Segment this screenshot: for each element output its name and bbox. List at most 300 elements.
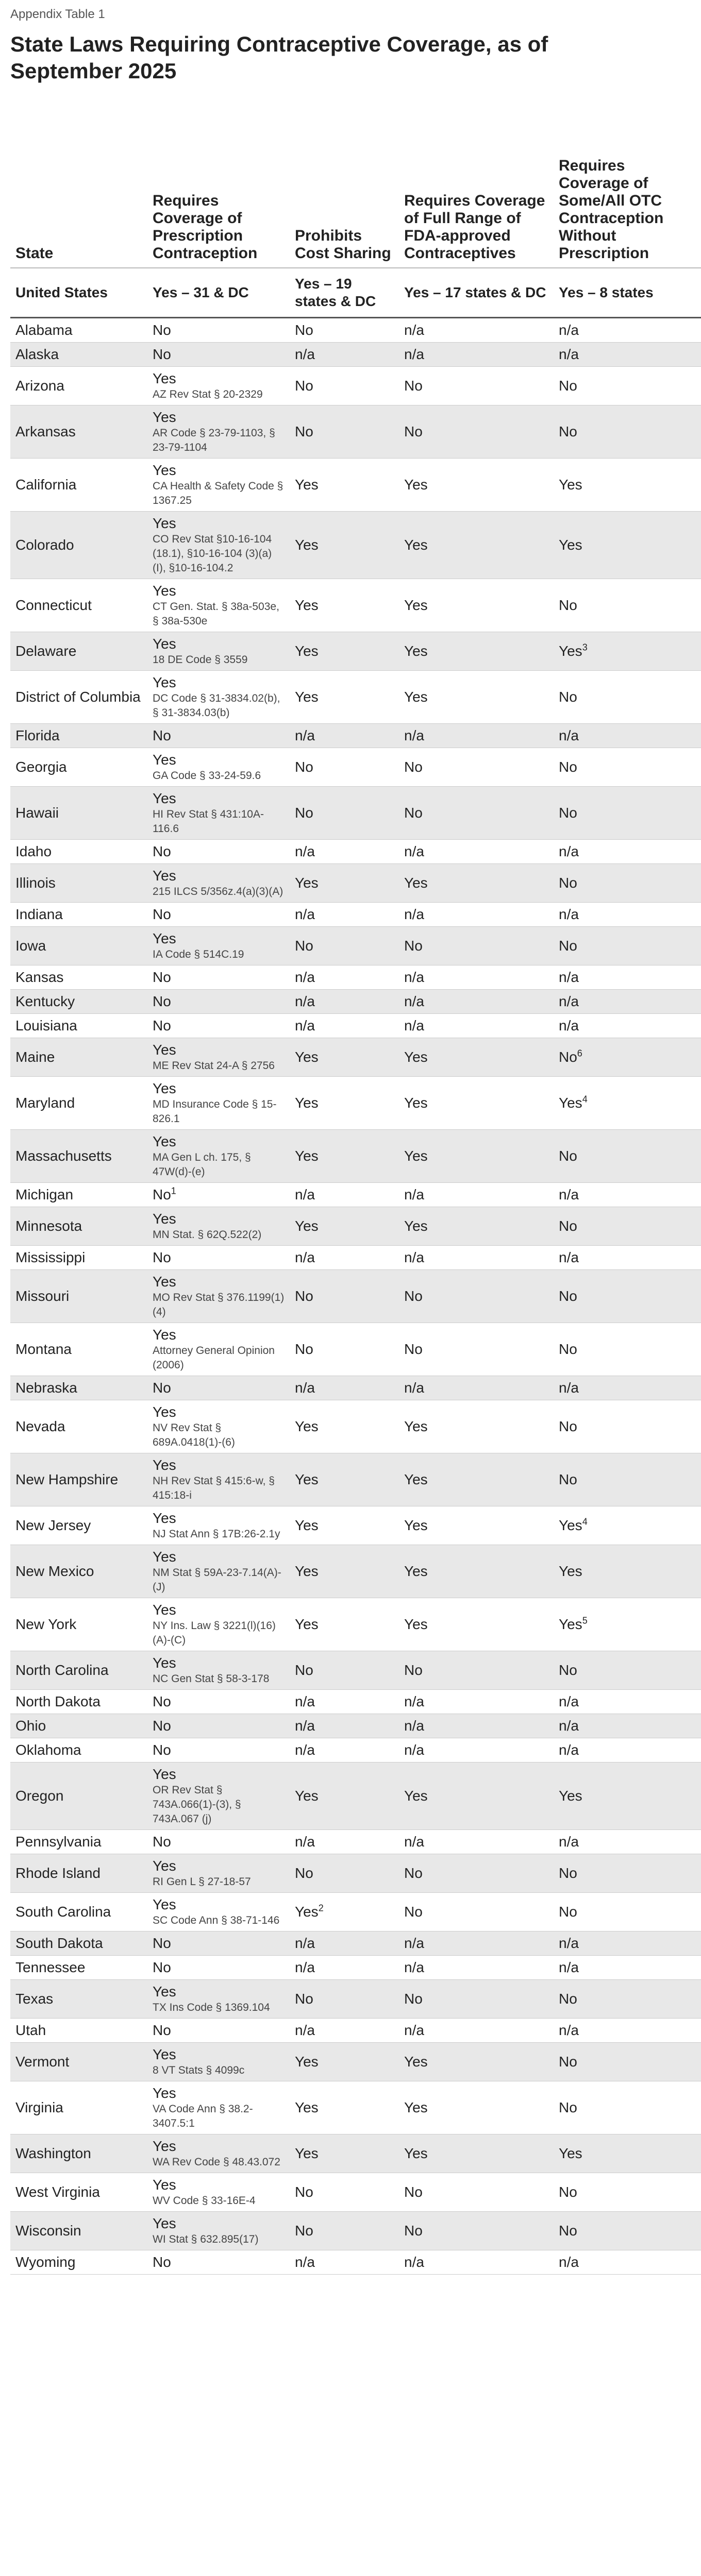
otc-cell: No [554, 926, 701, 965]
otc-cell: No$^6$ [554, 1038, 701, 1076]
otc-cell: No [554, 1651, 701, 1689]
column-header-full-range: Requires Coverage of Full Range of FDA-approved Contraceptives [399, 107, 554, 268]
table-row [10, 748, 701, 786]
state-name: Utah [10, 2018, 147, 2042]
cost-sharing-cell: Yes [290, 1453, 399, 1506]
requires-coverage-cell: Yes NM Stat § 59A-23-7.14(A)-(J) [147, 1545, 290, 1598]
cost-sharing-cell: Yes [290, 1207, 399, 1245]
statute-citation: MO Rev Stat § 376.1199(1)(4) [153, 1291, 285, 1318]
state-name: Ohio [10, 1714, 147, 1738]
cost-sharing-cell: No [290, 366, 399, 405]
full-range-cell: n/a [399, 1738, 554, 1762]
table-row [10, 902, 701, 926]
cost-sharing-cell: n/a [290, 1931, 399, 1955]
otc-cell: n/a [554, 1182, 701, 1207]
cost-sharing-cell: n/a [290, 1013, 399, 1038]
table-row [10, 1076, 701, 1129]
column-header-otc: Requires Coverage of Some/All OTC Contraception Without Prescription [554, 107, 701, 268]
full-range-cell: Yes [399, 579, 554, 632]
requires-coverage-cell: No [147, 1376, 290, 1400]
state-name: Kentucky [10, 989, 147, 1013]
state-name: Hawaii [10, 786, 147, 839]
full-range-cell: Yes [399, 1762, 554, 1829]
full-range-cell: n/a [399, 342, 554, 366]
otc-cell: No [554, 670, 701, 723]
state-name: South Carolina [10, 1892, 147, 1931]
otc-cell: n/a [554, 342, 701, 366]
state-name: Oregon [10, 1762, 147, 1829]
otc-cell: No [554, 1854, 701, 1892]
statute-citation: NC Gen Stat § 58-3-178 [153, 1672, 270, 1685]
cost-sharing-cell: Yes [290, 458, 399, 511]
statute-citation: WI Stat § 632.895(17) [153, 2233, 259, 2245]
requires-coverage-cell: Yes Attorney General Opinion (2006) [147, 1323, 290, 1376]
table-row [10, 989, 701, 1013]
state-name: North Carolina [10, 1651, 147, 1689]
requires-coverage-cell: No [147, 1738, 290, 1762]
header-row [10, 107, 701, 268]
cost-sharing-cell: No [290, 317, 399, 342]
state-name: Vermont [10, 2042, 147, 2081]
requires-coverage-cell: No [147, 1689, 290, 1714]
full-range-cell: Yes [399, 511, 554, 579]
table-row [10, 1269, 701, 1323]
state-name: Minnesota [10, 1207, 147, 1245]
otc-cell: n/a [554, 723, 701, 748]
table-row [10, 2134, 701, 2173]
requires-coverage-cell: Yes CA Health & Safety Code § 1367.25 [147, 458, 290, 511]
state-name: Nevada [10, 1400, 147, 1453]
otc-cell: n/a [554, 317, 701, 342]
otc-cell: n/a [554, 2018, 701, 2042]
full-range-cell: n/a [399, 723, 554, 748]
table-row [10, 2211, 701, 2250]
full-range-cell: No [399, 405, 554, 458]
state-name: Idaho [10, 839, 147, 863]
requires-coverage-cell: Yes MA Gen L ch. 175, § 47W(d)-(e) [147, 1129, 290, 1182]
full-range-cell: Yes [399, 1400, 554, 1453]
full-range-cell: No [399, 1979, 554, 2018]
otc-cell: n/a [554, 1376, 701, 1400]
otc-cell: n/a [554, 1955, 701, 1979]
requires-coverage-cell: Yes NY Ins. Law § 3221(l)(16)(A)-(C) [147, 1598, 290, 1651]
requires-coverage-cell: No [147, 317, 290, 342]
otc-cell: n/a [554, 989, 701, 1013]
otc-cell: n/a [554, 1714, 701, 1738]
table-body [10, 268, 701, 2274]
contraceptive-coverage-table [10, 107, 701, 2275]
statute-citation: MA Gen L ch. 175, § 47W(d)-(e) [153, 1151, 251, 1178]
column-header-state: State [10, 107, 147, 268]
statute-citation: NM Stat § 59A-23-7.14(A)-(J) [153, 1566, 281, 1593]
otc-cell: No [554, 1453, 701, 1506]
state-name: Wisconsin [10, 2211, 147, 2250]
state-name: Arizona [10, 366, 147, 405]
otc-cell: No [554, 1892, 701, 1931]
full-range-cell: n/a [399, 317, 554, 342]
full-range-cell: Yes [399, 1453, 554, 1506]
requires-coverage-cell: No [147, 902, 290, 926]
table-row [10, 863, 701, 902]
requires-coverage-cell: Yes 18 DE Code § 3559 [147, 632, 290, 670]
cost-sharing-cell: n/a [290, 839, 399, 863]
requires-coverage-cell: No [147, 2018, 290, 2042]
statute-citation: NJ Stat Ann § 17B:26-2.1y [153, 1528, 280, 1540]
requires-coverage-cell: No [147, 2250, 290, 2274]
table-row [10, 786, 701, 839]
state-name: North Dakota [10, 1689, 147, 1714]
otc-cell: n/a [554, 1931, 701, 1955]
cost-sharing-cell: Yes [290, 1598, 399, 1651]
full-range-cell: n/a [399, 839, 554, 863]
requires-coverage-cell: Yes MO Rev Stat § 376.1199(1)(4) [147, 1269, 290, 1323]
statute-citation: OR Rev Stat § 743A.066(1)-(3), § 743A.067 (j) [153, 1784, 241, 1825]
table-row [10, 1854, 701, 1892]
cost-sharing-cell: Yes [290, 863, 399, 902]
statute-citation: TX Ins Code § 1369.104 [153, 2001, 270, 2013]
otc-cell: No [554, 863, 701, 902]
table-row [10, 2018, 701, 2042]
requires-coverage-cell: Yes OR Rev Stat § 743A.066(1)-(3), § 743A.067 (j) [147, 1762, 290, 1829]
table-row [10, 1013, 701, 1038]
otc-cell: No [554, 1207, 701, 1245]
state-name: Oklahoma [10, 1738, 147, 1762]
otc-cell: Yes [554, 2134, 701, 2173]
requires-coverage-cell: Yes WV Code § 33-16E-4 [147, 2173, 290, 2211]
full-range-cell: n/a [399, 1955, 554, 1979]
requires-coverage-cell: No [147, 1955, 290, 1979]
state-name: California [10, 458, 147, 511]
statute-citation: 8 VT Stats § 4099c [153, 2064, 245, 2076]
table-row [10, 839, 701, 863]
requires-coverage-cell: Yes HI Rev Stat § 431:10A-116.6 [147, 786, 290, 839]
otc-cell: Yes [554, 1762, 701, 1829]
appendix-label: Appendix Table 1 [10, 7, 105, 21]
statute-citation: RI Gen L § 27-18-57 [153, 1875, 251, 1888]
cost-sharing-cell: n/a [290, 2018, 399, 2042]
requires-coverage-cell: Yes VA Code Ann § 38.2-3407.5:1 [147, 2081, 290, 2134]
state-name: Virginia [10, 2081, 147, 2134]
cost-sharing-cell: n/a [290, 965, 399, 989]
state-name: Arkansas [10, 405, 147, 458]
cost-sharing-cell: No [290, 1323, 399, 1376]
otc-cell: No [554, 579, 701, 632]
table-row [10, 366, 701, 405]
otc-cell: n/a [554, 2250, 701, 2274]
full-range-cell: n/a [399, 1376, 554, 1400]
requires-coverage-cell: No [147, 1714, 290, 1738]
state-name: Florida [10, 723, 147, 748]
state-name: Connecticut [10, 579, 147, 632]
requires-coverage-cell: Yes 215 ILCS 5/356z.4(a)(3)(A) [147, 863, 290, 902]
statute-citation: MD Insurance Code § 15-826.1 [153, 1098, 277, 1125]
statute-citation: CA Health & Safety Code § 1367.25 [153, 480, 283, 506]
full-range-cell: n/a [399, 1182, 554, 1207]
state-name: Michigan [10, 1182, 147, 1207]
state-name: Iowa [10, 926, 147, 965]
state-name: New Jersey [10, 1506, 147, 1545]
state-name: Maine [10, 1038, 147, 1076]
full-range-cell: Yes [399, 1207, 554, 1245]
full-range-cell: n/a [399, 1931, 554, 1955]
table-row [10, 1829, 701, 1854]
cost-sharing-cell: n/a [290, 1245, 399, 1269]
otc-cell: Yes$^3$ [554, 632, 701, 670]
otc-cell: Yes [554, 1545, 701, 1598]
full-range-cell: No [399, 2211, 554, 2250]
cost-sharing-cell: n/a [290, 1829, 399, 1854]
cost-sharing-cell: n/a [290, 1738, 399, 1762]
footnote-marker: 4 [582, 1516, 588, 1527]
cost-sharing-cell: n/a [290, 1182, 399, 1207]
full-range-cell: n/a [399, 989, 554, 1013]
full-range-cell: Yes [399, 1545, 554, 1598]
cost-sharing-cell: n/a [290, 723, 399, 748]
otc-cell: Yes [554, 511, 701, 579]
otc-cell: No [554, 2211, 701, 2250]
summary-row [10, 268, 701, 317]
otc-cell: n/a [554, 1738, 701, 1762]
requires-coverage-cell: No [147, 342, 290, 366]
otc-cell: No [554, 1269, 701, 1323]
cost-sharing-cell: No [290, 405, 399, 458]
full-range-cell: No [399, 1323, 554, 1376]
full-range-cell: No [399, 366, 554, 405]
table-row [10, 2081, 701, 2134]
requires-coverage-cell: No [147, 839, 290, 863]
table-row [10, 926, 701, 965]
cost-sharing-cell: No [290, 1979, 399, 2018]
footnote-marker: 6 [577, 1048, 582, 1059]
statute-citation: WA Rev Code § 48.43.072 [153, 2156, 280, 2168]
table-row [10, 1955, 701, 1979]
requires-coverage-cell: Yes SC Code Ann § 38-71-146 [147, 1892, 290, 1931]
cost-sharing-cell: n/a [290, 1689, 399, 1714]
state-name: Delaware [10, 632, 147, 670]
table-row [10, 1979, 701, 2018]
table-row [10, 632, 701, 670]
table-row [10, 1506, 701, 1545]
statute-citation: HI Rev Stat § 431:10A-116.6 [153, 808, 264, 835]
statute-citation: NV Rev Stat § 689A.0418(1)-(6) [153, 1421, 235, 1448]
state-name: New York [10, 1598, 147, 1651]
table-row [10, 1376, 701, 1400]
otc-cell: n/a [554, 1245, 701, 1269]
table-container [10, 107, 664, 2275]
full-range-cell: Yes [399, 1598, 554, 1651]
otc-cell: Yes [554, 458, 701, 511]
state-name: Kansas [10, 965, 147, 989]
cost-sharing-cell: No [290, 786, 399, 839]
table-row [10, 579, 701, 632]
full-range-cell: Yes [399, 1506, 554, 1545]
cost-sharing-cell: n/a [290, 1714, 399, 1738]
full-range-cell: No [399, 786, 554, 839]
footnote-marker: 5 [582, 1615, 588, 1626]
otc-cell: n/a [554, 902, 701, 926]
table-row [10, 317, 701, 342]
full-range-cell: Yes [399, 2134, 554, 2173]
full-range-cell: No [399, 1651, 554, 1689]
cost-sharing-cell: No [290, 748, 399, 786]
otc-cell: n/a [554, 1689, 701, 1714]
requires-coverage-cell: No [147, 1931, 290, 1955]
cost-sharing-cell: Yes [290, 1076, 399, 1129]
requires-coverage-cell: Yes DC Code § 31-3834.02(b), § 31-3834.03(b) [147, 670, 290, 723]
full-range-cell: No [399, 748, 554, 786]
otc-cell: No [554, 2081, 701, 2134]
state-name: Alabama [10, 317, 147, 342]
table-row [10, 1689, 701, 1714]
full-range-cell: Yes [399, 1129, 554, 1182]
full-range-cell: n/a [399, 902, 554, 926]
full-range-cell: No [399, 1269, 554, 1323]
table-row [10, 1714, 701, 1738]
full-range-cell: Yes [399, 2081, 554, 2134]
summary-otc: Yes – 8 states [554, 268, 701, 317]
full-range-cell: Yes [399, 632, 554, 670]
state-name: Texas [10, 1979, 147, 2018]
statute-citation: NY Ins. Law § 3221(l)(16)(A)-(C) [153, 1619, 276, 1646]
requires-coverage-cell: No [147, 723, 290, 748]
state-name: West Virginia [10, 2173, 147, 2211]
cost-sharing-cell: Yes [290, 579, 399, 632]
state-name: Colorado [10, 511, 147, 579]
state-name: Maryland [10, 1076, 147, 1129]
full-range-cell: Yes [399, 1076, 554, 1129]
requires-coverage-cell: Yes CT Gen. Stat. § 38a-503e, § 38a-530e [147, 579, 290, 632]
cost-sharing-cell: n/a [290, 1376, 399, 1400]
cost-sharing-cell: No [290, 926, 399, 965]
state-name: Louisiana [10, 1013, 147, 1038]
footnote-marker: 3 [582, 642, 588, 653]
statute-citation: SC Code Ann § 38-71-146 [153, 1914, 280, 1926]
table-row [10, 723, 701, 748]
full-range-cell: n/a [399, 1714, 554, 1738]
cost-sharing-cell: No [290, 2173, 399, 2211]
table-row [10, 405, 701, 458]
state-name: Montana [10, 1323, 147, 1376]
otc-cell: No [554, 2042, 701, 2081]
statute-citation: MN Stat. § 62Q.522(2) [153, 1228, 262, 1241]
requires-coverage-cell: Yes RI Gen L § 27-18-57 [147, 1854, 290, 1892]
requires-coverage-cell: Yes MN Stat. § 62Q.522(2) [147, 1207, 290, 1245]
summary-cost-sharing: Yes – 19 states & DC [290, 268, 399, 317]
cost-sharing-cell: Yes [290, 1400, 399, 1453]
otc-cell: n/a [554, 839, 701, 863]
table-row [10, 511, 701, 579]
table-row [10, 965, 701, 989]
otc-cell: No [554, 1979, 701, 2018]
cost-sharing-cell: Yes$^2$ [290, 1892, 399, 1931]
state-name: Massachusetts [10, 1129, 147, 1182]
full-range-cell: n/a [399, 1689, 554, 1714]
requires-coverage-cell: No [147, 1013, 290, 1038]
cost-sharing-cell: No [290, 1651, 399, 1689]
statute-citation: AZ Rev Stat § 20-2329 [153, 388, 263, 400]
table-row [10, 1182, 701, 1207]
full-range-cell: Yes [399, 458, 554, 511]
state-name: Washington [10, 2134, 147, 2173]
cost-sharing-cell: Yes [290, 2081, 399, 2134]
requires-coverage-cell: Yes NJ Stat Ann § 17B:26-2.1y [147, 1506, 290, 1545]
cost-sharing-cell: n/a [290, 1955, 399, 1979]
statute-citation: CT Gen. Stat. § 38a-503e, § 38a-530e [153, 600, 279, 627]
cost-sharing-cell: No [290, 1269, 399, 1323]
summary-state: United States [10, 268, 147, 317]
statute-citation: IA Code § 514C.19 [153, 948, 244, 960]
state-name: New Mexico [10, 1545, 147, 1598]
cost-sharing-cell: n/a [290, 2250, 399, 2274]
requires-coverage-cell: Yes NC Gen Stat § 58-3-178 [147, 1651, 290, 1689]
table-row [10, 1453, 701, 1506]
page-title: State Laws Requiring Contraceptive Coverage, as of September 2025 [10, 32, 548, 83]
statute-citation: CO Rev Stat §10-16-104 (18.1), §10-16-104 (3)(a)(I), §10-16-104.2 [153, 533, 272, 574]
state-name: Missouri [10, 1269, 147, 1323]
full-range-cell: n/a [399, 1245, 554, 1269]
requires-coverage-cell: Yes WI Stat § 632.895(17) [147, 2211, 290, 2250]
column-header-requires-coverage: Requires Coverage of Prescription Contraception [147, 107, 290, 268]
state-name: New Hampshire [10, 1453, 147, 1506]
summary-full-range: Yes – 17 states & DC [399, 268, 554, 317]
state-name: Nebraska [10, 1376, 147, 1400]
requires-coverage-cell: No$^1$ [147, 1182, 290, 1207]
otc-cell: No [554, 405, 701, 458]
otc-cell: No [554, 786, 701, 839]
otc-cell: Yes$^4$ [554, 1076, 701, 1129]
otc-cell: n/a [554, 1013, 701, 1038]
full-range-cell: n/a [399, 2250, 554, 2274]
cost-sharing-cell: Yes [290, 511, 399, 579]
state-name: Wyoming [10, 2250, 147, 2274]
statute-citation: WV Code § 33-16E-4 [153, 2194, 256, 2207]
requires-coverage-cell: No [147, 965, 290, 989]
statute-citation: VA Code Ann § 38.2-3407.5:1 [153, 2103, 253, 2129]
footnote-marker: 1 [171, 1185, 176, 1196]
requires-coverage-cell: Yes TX Ins Code § 1369.104 [147, 1979, 290, 2018]
cost-sharing-cell: Yes [290, 670, 399, 723]
table-row [10, 1892, 701, 1931]
cost-sharing-cell: No [290, 1854, 399, 1892]
table-row [10, 2250, 701, 2274]
requires-coverage-cell: No [147, 989, 290, 1013]
otc-cell: No [554, 1129, 701, 1182]
table-row [10, 1129, 701, 1182]
table-row [10, 1931, 701, 1955]
requires-coverage-cell: Yes AR Code § 23-79-1103, § 23-79-1104 [147, 405, 290, 458]
requires-coverage-cell: Yes NH Rev Stat § 415:6-w, § 415:18-i [147, 1453, 290, 1506]
full-range-cell: No [399, 926, 554, 965]
summary-requires: Yes – 31 & DC [147, 268, 290, 317]
table-row [10, 342, 701, 366]
table-row [10, 1598, 701, 1651]
cost-sharing-cell: Yes [290, 2134, 399, 2173]
statute-citation: Attorney General Opinion (2006) [153, 1344, 275, 1371]
cost-sharing-cell: No [290, 2211, 399, 2250]
table-row [10, 1762, 701, 1829]
footnote-marker: 2 [318, 1903, 324, 1913]
state-name: Pennsylvania [10, 1829, 147, 1854]
requires-coverage-cell: Yes ME Rev Stat 24-A § 2756 [147, 1038, 290, 1076]
otc-cell: No [554, 748, 701, 786]
requires-coverage-cell: No [147, 1245, 290, 1269]
requires-coverage-cell: Yes AZ Rev Stat § 20-2329 [147, 366, 290, 405]
requires-coverage-cell: Yes MD Insurance Code § 15-826.1 [147, 1076, 290, 1129]
otc-cell: n/a [554, 1829, 701, 1854]
table-row [10, 2042, 701, 2081]
table-row [10, 1207, 701, 1245]
full-range-cell: Yes [399, 670, 554, 723]
